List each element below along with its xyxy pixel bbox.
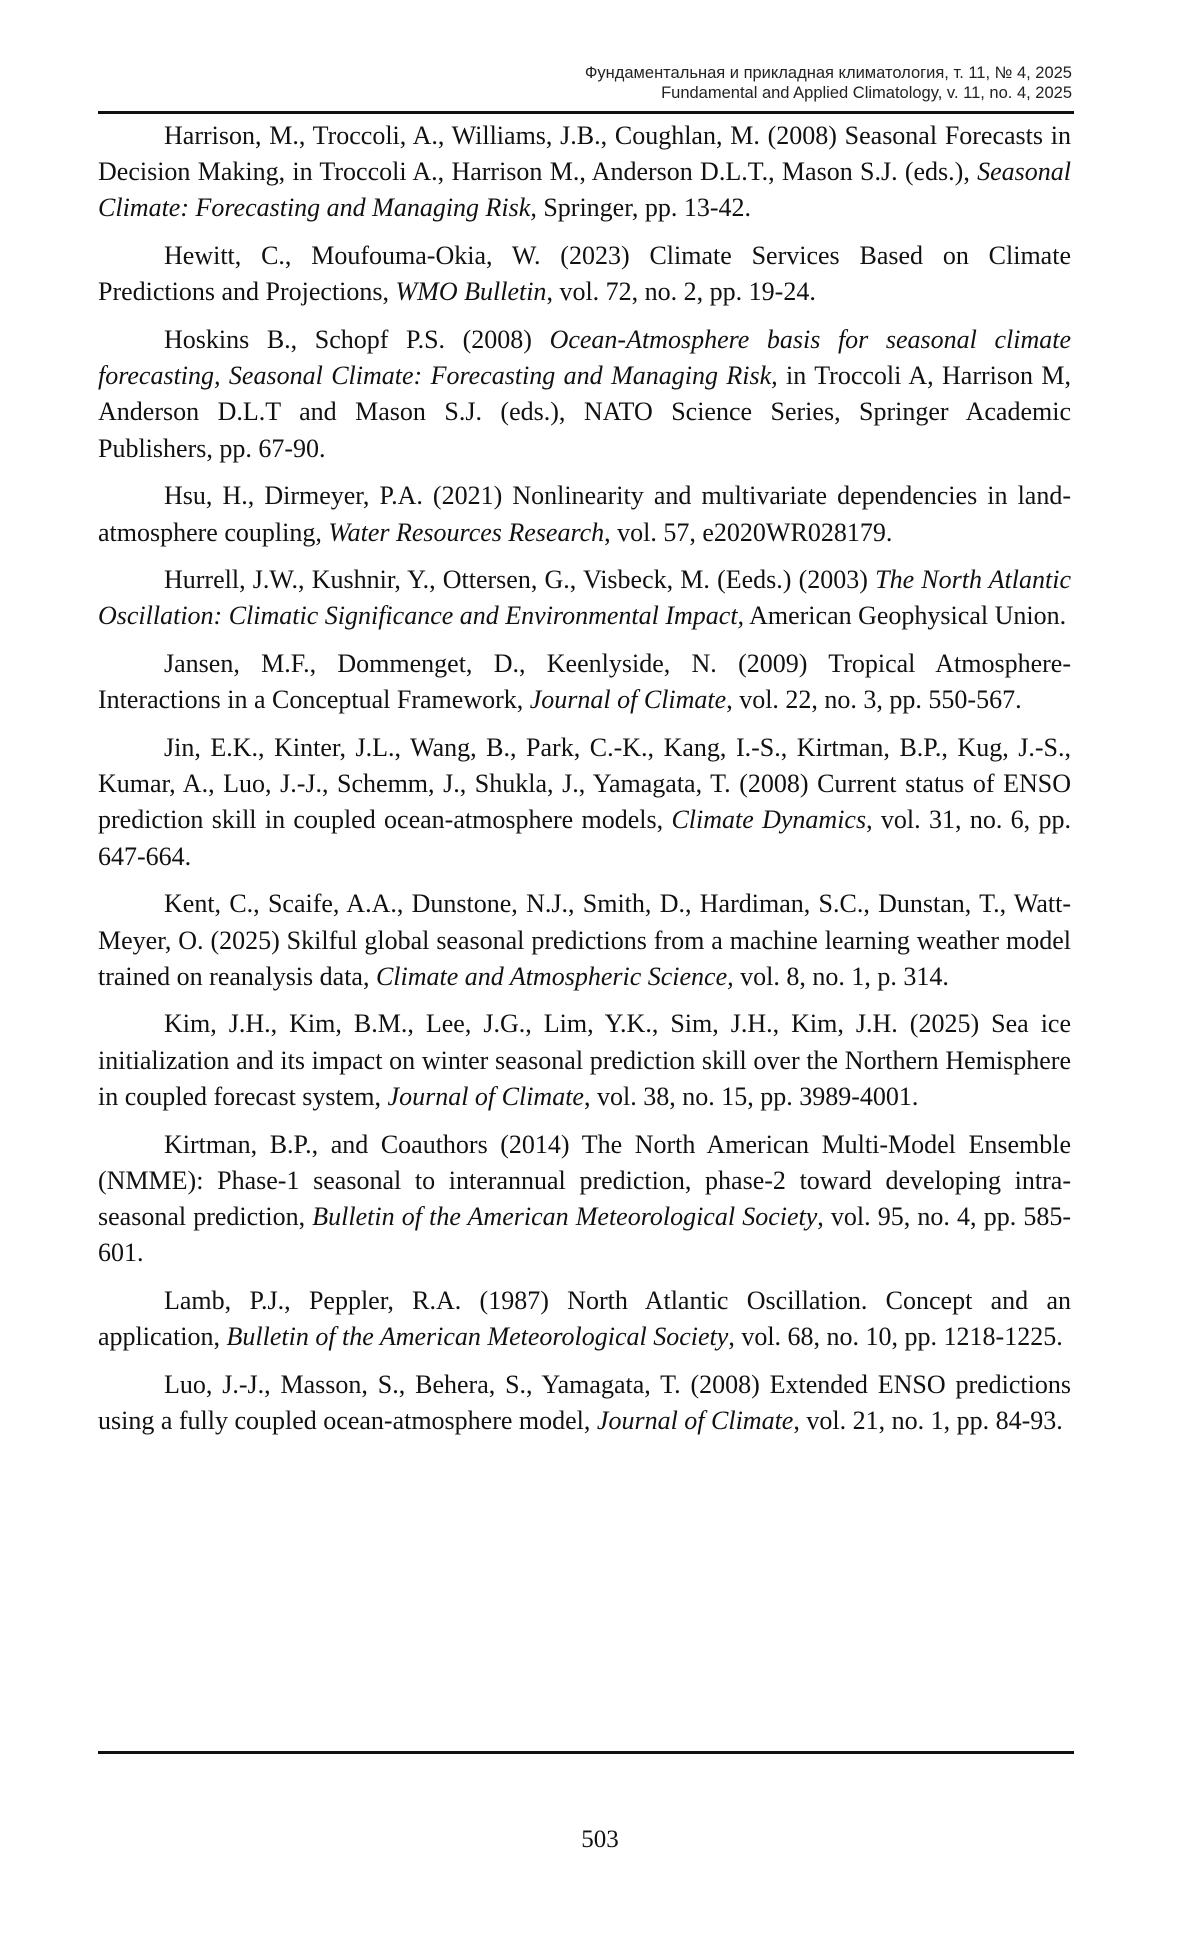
reference-source: Bulletin of the American Meteorological Society (226, 1322, 729, 1352)
reference-text: Kim, J.H., Kim, B.M., Lee, J.G., Lim, Y.K., Sim, J.H., Kim, J.H. (2025) Sea ice initialization and its impact on winter seasonal prediction skill over the Northern Hemisphere in coupled forecast system, (98, 1009, 1071, 1111)
reference-text: Hurrell, J.W., Kushnir, Y., Ottersen, G., Visbeck, M. (Eeds.) (2003) (164, 565, 876, 595)
reference-source: Seasonal Climate: Forecasting and Managing Risk, (98, 157, 1071, 223)
reference-details: , vol. 38, no. 15, pp. 3989-4001. (583, 1081, 919, 1111)
reference-source: Journal of Climate (596, 1406, 794, 1435)
reference-details: , vol. 57, e2020WR028179. (604, 517, 893, 547)
reference-details: , vol. 31, no. 6, pp. 647-664. (98, 805, 1071, 871)
header-journal-en: Fundamental and Applied Climatology, v. 11, no. 4, 2025 (661, 84, 1072, 102)
reference-source: The North Atlantic Oscillation: Climatic Significance and Environmental Impact, (98, 565, 1071, 631)
reference-source: Climate and Atmospheric Science, (375, 961, 734, 991)
reference-entry (98, 1006, 1071, 1115)
header-journal-ru: Фундаментальная и прикладная климатология, т. 11, № 4, 2025 (584, 64, 1072, 82)
reference-entry (98, 1283, 1071, 1355)
reference-text: Harrison, M., Troccoli, A., Williams, J.B., Coughlan, M. (2008) Seasonal Forecasts in Decision Making, in Troccoli A., Harrison M., Anderson D.L.T., Mason S.J. (eds.), (98, 121, 1071, 187)
reference-source: WMO Bulletin (395, 277, 547, 307)
running-header (585, 63, 1072, 103)
reference-entry (98, 646, 1071, 718)
reference-details: , vol. 21, no. 1, pp. 84-93. (793, 1406, 1063, 1435)
reference-entry (98, 562, 1071, 634)
reference-entry (98, 1367, 1071, 1439)
reference-source: Ocean-Atmosphere basis for seasonal climate forecasting, Seasonal Climate: Forecasting and Managing Risk, (98, 325, 1072, 391)
reference-details: , vol. 22, no. 3, pp. 550-567. (726, 685, 1022, 715)
reference-details: vol. 8, no. 1, p. 314. (733, 961, 949, 991)
reference-details: American Geophysical Union. (744, 601, 1067, 631)
reference-source: Bulletin of the American Meteorological Society (312, 1201, 818, 1231)
reference-details: , vol. 68, no. 10, pp. 1218-1225. (728, 1322, 1063, 1352)
reference-details: in Troccoli A, Harrison M, Anderson D.L.T and Mason S.J. (eds.), NATO Science Series, Springer Academic Publishers, pp. 67-90. (98, 361, 1071, 463)
reference-text: Lamb, P.J., Peppler, R.A. (1987) North Atlantic Oscillation. Concept and an application, (98, 1285, 1071, 1352)
reference-text: Hsu, H., Dirmeyer, P.A. (2021) Nonlinearity and multivariate dependencies in land-atmosphere coupling, (98, 481, 1071, 547)
reference-entry (98, 322, 1071, 467)
reference-text: Jin, E.K., Kinter, J.L., Wang, B., Park, C.-K., Kang, I.-S., Kirtman, B.P., Kug, J.-S., Kumar, A., Luo, J.-J., Schemm, J., Shukla, J., Yamagata, T. (2008) Current status of ENSO prediction skill in coupled ocean-atmosphere models, (98, 733, 1071, 835)
reference-source: Journal of Climate (387, 1081, 584, 1111)
reference-source: Water Resources Research (328, 517, 605, 547)
reference-text: Luo, J.-J., Masson, S., Behera, S., Yamagata, T. (2008) Extended ENSO predictions using a fully coupled ocean-atmosphere model, (98, 1369, 1071, 1435)
reference-details: , vol. 95, no. 4, pp. 585-601. (98, 1201, 1071, 1268)
reference-entry (98, 886, 1071, 995)
reference-details: Springer, pp. 13-42. (536, 193, 751, 223)
reference-entry (98, 1127, 1071, 1272)
reference-text: Hewitt, C., Moufouma-Okia, W. (2023) Climate Services Based on Climate Predictions and Projections, (98, 241, 1071, 307)
reference-entry (98, 118, 1071, 227)
reference-entry (98, 730, 1071, 875)
reference-text: Kent, C., Scaife, A.A., Dunstone, N.J., Smith, D., Hardiman, S.C., Dunstan, T., Watt-Meyer, O. (2025) Skilful global seasonal predictions from a machine learning weather model trained on reanalysis data, (98, 889, 1071, 991)
reference-source: Climate Dynamics (671, 805, 867, 835)
reference-text: Kirtman, B.P., and Coauthors (2014) The North American Multi-Model Ensemble (NMME): Phase-1 seasonal to interannual prediction, phase-2 toward developing intra-seasonal prediction, (98, 1129, 1071, 1231)
reference-entry (98, 238, 1071, 310)
header-divider (98, 111, 1074, 114)
reference-text: Jansen, M.F., Dommenget, D., Keenlyside, N. (2009) Tropical Atmosphere-Interactions in a Conceptual Framework, (98, 649, 1071, 715)
reference-source: Journal of Climate (529, 685, 727, 715)
page-number: 503 (581, 1826, 619, 1853)
reference-list (98, 118, 1071, 1451)
reference-details: , vol. 72, no. 2, pp. 19-24. (546, 277, 816, 307)
reference-entry (98, 478, 1071, 550)
footer-divider (98, 1751, 1074, 1754)
reference-text: Hoskins B., Schopf P.S. (2008) (164, 325, 550, 355)
